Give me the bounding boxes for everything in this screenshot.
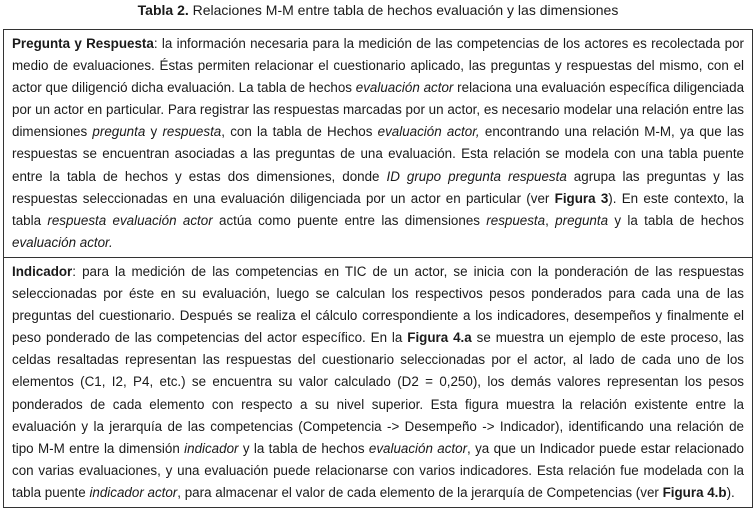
italic-segment: evaluación actor [368,440,468,456]
table-cell-pregunta-respuesta [4,30,753,258]
text-segment: ). En este contexto, la tabla [12,190,744,228]
text-segment: y la tabla de hechos [238,440,369,456]
italic-segment: respuesta [162,124,222,140]
text-segment: , con la tabla de Hechos [221,124,378,140]
text-segment: y la tabla de hechos [608,212,744,228]
italic-segment: ID grupo pregunta respuesta [386,168,567,184]
figure-reference: Figura 4.b [662,484,727,500]
term-label: Pregunta y Respuesta [12,36,154,51]
text-segment: actúa como puente entre las dimensiones [212,212,487,228]
italic-segment: evaluación actor [355,80,454,96]
text-segment: relaciona una evaluación específica diligenciada por un actor en particular. Para registrar las respuestas marcadas por un actor, es necesario modelar una relación entre las dimensiones [12,80,745,140]
text-segment: ). [726,484,735,500]
text-segment: encontrando una relación M-M, ya que las respuestas se encuentran asociadas a las preguntas de una evaluación. Esta relación se modela con una tabla puente entre la tabla de hechos y estas dos dimensiones, donde [12,124,744,184]
text-segment: : la información necesaria para la medición de las competencias de los actores es recolectada por medio de evaluaciones. Éstas permiten relacionar el cuestionario aplicado, las preguntas y respuestas del mismo, con el actor que diligenció dicha evaluación. La tabla de hechos [12,36,744,96]
figure-reference: Figura 4.a [407,330,472,346]
term-label: Indicador [12,263,73,279]
italic-segment: respuesta [486,212,546,228]
relations-table [3,29,753,508]
text-segment: , ya que un Indicador puede estar relacionado con varias evaluaciones, y una evaluación puede relacionarse con varios indicadores. Esta relación fue modelada con la tabla puente [12,440,744,500]
caption-text: Relaciones M-M entre tabla de hechos evaluación y las dimensiones [188,2,619,18]
italic-segment: evaluación actor. [12,234,113,250]
text-segment: y [145,124,163,140]
text-segment: , [545,212,556,228]
table-row [4,30,753,258]
italic-segment: indicador [184,440,239,456]
table-caption [0,0,756,23]
text-segment: : para la medición de las competencias en TIC de un actor, se inicia con la ponderación de las respuestas seleccionadas por éste en su evaluación, luego se calculan los respectivos pesos ponderados para cada una de las preguntas del cuestionario. Después se realiza el cálculo correspondiente a los indicadores, desempeños y finalmente el peso ponderado de las competencias del actor específico. En la [12,263,744,346]
italic-segment: pregunta [555,212,609,228]
caption-label: Tabla 2. [137,2,189,18]
italic-segment: respuesta evaluación actor [47,212,213,228]
italic-segment: evaluación actor, [377,124,480,140]
italic-segment: pregunta [92,124,146,140]
text-segment: agrupa las preguntas y las respuestas seleccionadas en una evaluación diligenciada por un actor en particular (ver [12,168,744,206]
text-segment: se muestra un ejemplo de este proceso, las celdas resaltadas representan las respuestas del cuestionario seleccionadas por el actor, al lado de cada uno de los elementos (C1, I2, P4, etc.) se encuentra su valor calculado (D2 = 0,250), los demás valores representan los pesos ponderados de cada elemento con respecto a su nivel superior. Esta figura muestra la relación existente entre la evaluación y la jerarquía de las competencias (Competencia -> Desempeño -> Indicador), identificando una relación de tipo M-M entre la dimensión [12,330,745,456]
figure-reference: Figura 3 [554,190,609,206]
table-row [4,257,753,507]
italic-segment: indicador actor [89,484,178,500]
table-cell-indicador [4,257,753,507]
text-segment: , para almacenar el valor de cada elemento de la jerarquía de Competencias (ver [177,484,663,500]
